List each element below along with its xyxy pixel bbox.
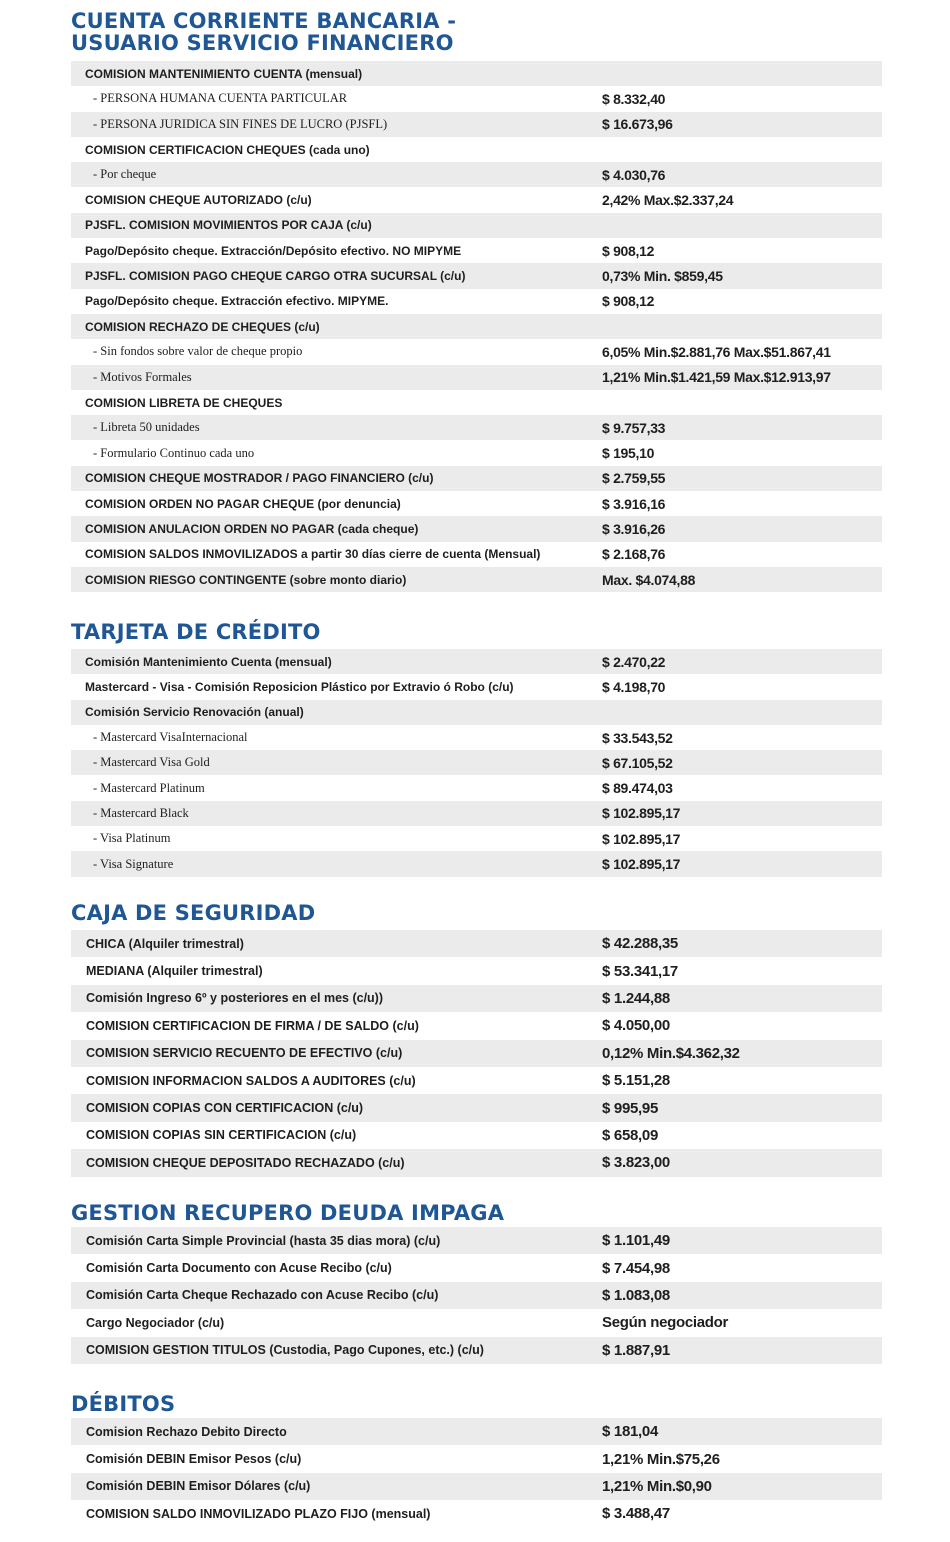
fee-value: $ 908,12 [602,293,655,310]
table-row [71,289,882,314]
table-row [71,112,882,137]
fee-value: $ 995,95 [602,1099,658,1117]
table-row [71,162,882,187]
fee-label: COMISION SERVICIO RECUENTO DE EFECTIVO (c/u) [86,1046,403,1061]
table-debitos [71,1418,882,1528]
fee-label: - Formulario Continuo cada uno [93,445,255,460]
fee-value: $ 908,12 [602,242,655,259]
fee-label: PJSFL. COMISION PAGO CHEQUE CARGO OTRA SUCURSAL (c/u) [85,269,466,284]
table-gestion-recupero [71,1227,882,1364]
table-row [71,213,882,238]
fee-label: Comisión Ingreso 6º y posteriores en el mes (c/u)) [86,991,384,1006]
fee-label: - PERSONA HUMANA CUENTA PARTICULAR [93,91,348,106]
table-row [71,365,882,390]
fee-value: $ 181,04 [602,1423,658,1441]
table-row [71,238,882,263]
fee-label: - Mastercard Platinum [93,780,205,795]
table-row [71,1040,882,1067]
table-row [71,1149,882,1176]
fee-label: COMISION CERTIFICACION CHEQUES (cada uno) [85,142,370,157]
section-title-gestion-recupero: GESTION RECUPERO DEUDA IMPAGA [71,1201,505,1225]
fee-value: $ 2.168,76 [602,546,666,563]
table-row [71,1445,882,1472]
fee-value: $ 1.101,49 [602,1232,670,1250]
fee-value: $ 195,10 [602,445,655,462]
section-title-caja-seguridad: CAJA DE SEGURIDAD [71,901,316,925]
fee-value: $ 3.916,16 [602,495,666,512]
fee-label: - Libreta 50 unidades [93,420,200,435]
table-row [71,390,882,415]
table-row [71,466,882,491]
fee-value: 0,73% Min. $859,45 [602,268,723,285]
fee-label: - Motivos Formales [93,369,192,384]
fee-value: $ 102.895,17 [602,856,681,873]
table-row [71,314,882,339]
table-row [71,674,882,699]
fee-value: $ 16.673,96 [602,116,673,133]
fee-label: COMISION COPIAS SIN CERTIFICACION (c/u) [86,1128,357,1143]
fee-value: $ 89.474,03 [602,780,673,797]
fee-value: 6,05% Min.$2.881,76 Max.$51.867,41 [602,343,831,360]
fee-label: COMISION INFORMACION SALDOS A AUDITORES (c/u) [86,1073,416,1088]
table-row [71,1122,882,1149]
fee-value: $ 1.083,08 [602,1286,670,1304]
fee-label: Pago/Depósito cheque. Extracción efectivo. MIPYME. [85,294,389,309]
fee-label: COMISION SALDOS INMOVILIZADOS a partir 30 días cierre de cuenta (Mensual) [85,547,541,562]
fee-value: $ 1.887,91 [602,1341,670,1359]
fee-value: 1,21% Min.$75,26 [602,1450,720,1468]
fee-label: - Mastercard VisaInternacional [93,730,248,745]
fee-value: $ 8.332,40 [602,90,666,107]
fee-value: Según negociador [602,1314,729,1332]
table-row [71,985,882,1012]
table-row [71,649,882,674]
fee-label: Comisión DEBIN Emisor Dólares (c/u) [86,1479,311,1494]
table-row [71,775,882,800]
fee-value: $ 4.198,70 [602,678,666,695]
fee-label: Mastercard - Visa - Comisión Reposicion Plástico por Extravio ó Robo (c/u) [85,679,514,694]
table-row [71,1500,882,1527]
fee-value: $ 658,09 [602,1126,658,1144]
fee-label: Comisión Carta Cheque Rechazado con Acuse Recibo (c/u) [86,1288,439,1303]
fee-value: 1,21% Min.$1.421,59 Max.$12.913,97 [602,369,831,386]
section-title-cuenta-corriente: CUENTA CORRIENTE BANCARIA - USUARIO SERVICIO FINANCIERO [71,9,457,55]
fee-value: $ 2.470,22 [602,653,666,670]
fee-value: Max. $4.074,88 [602,571,696,588]
section-title-debitos: DÉBITOS [71,1392,176,1416]
table-row [71,86,882,111]
fee-value: $ 3.488,47 [602,1505,670,1523]
table-row [71,1227,882,1254]
fee-label: COMISION MANTENIMIENTO CUENTA (mensual) [85,66,363,81]
table-tarjeta-credito [71,649,882,877]
fee-label: - PERSONA JURIDICA SIN FINES DE LUCRO (PJSFL) [93,116,388,131]
fee-value: $ 33.543,52 [602,729,673,746]
fee-value: $ 2.759,55 [602,470,666,487]
table-row [71,930,882,957]
table-row [71,187,882,212]
fee-label: - Visa Signature [93,856,174,871]
fee-label: CHICA (Alquiler trimestral) [86,936,244,951]
fee-label: COMISION CERTIFICACION DE FIRMA / DE SALDO (c/u) [86,1018,419,1033]
table-row [71,491,882,516]
fee-value: 2,42% Max.$2.337,24 [602,192,734,209]
table-row [71,567,882,592]
fee-label: COMISION GESTION TITULOS (Custodia, Pago Cupones, etc.) (c/u) [86,1343,484,1358]
table-row [71,1418,882,1445]
fee-label: COMISION CHEQUE MOSTRADOR / PAGO FINANCIERO (c/u) [85,471,434,486]
table-row [71,1012,882,1039]
section-title-tarjeta-credito: TARJETA DE CRÉDITO [71,620,321,644]
fee-value: $ 1.244,88 [602,989,670,1007]
table-row [71,1282,882,1309]
table-row [71,61,882,86]
fee-value: 0,12% Min.$4.362,32 [602,1044,740,1062]
fee-value: $ 3.916,26 [602,520,666,537]
fee-label: - Mastercard Visa Gold [93,755,210,770]
table-row [71,1473,882,1500]
fee-label: COMISION CHEQUE AUTORIZADO (c/u) [85,193,312,208]
fee-label: COMISION SALDO INMOVILIZADO PLAZO FIJO (mensual) [86,1506,431,1521]
table-row [71,542,882,567]
table-row [71,339,882,364]
table-row [71,750,882,775]
fee-label: - Mastercard Black [93,805,189,820]
table-row [71,263,882,288]
fee-label: COMISION RECHAZO DE CHEQUES (c/u) [85,319,320,334]
fee-label: PJSFL. COMISION MOVIMIENTOS POR CAJA (c/u) [85,218,372,233]
table-row [71,1067,882,1094]
fee-label: Comisión Carta Simple Provincial (hasta 35 dias mora) (c/u) [86,1233,441,1248]
table-row [71,851,882,876]
table-row [71,700,882,725]
fee-value: $ 102.895,17 [602,830,681,847]
fee-value: $ 102.895,17 [602,805,681,822]
table-row [71,1337,882,1364]
table-cuenta-corriente [71,61,882,592]
fee-value: $ 9.757,33 [602,419,666,436]
table-row [71,440,882,465]
table-row [71,957,882,984]
table-row [71,415,882,440]
table-row [71,1309,882,1336]
fee-label: - Visa Platinum [93,831,171,846]
table-row [71,725,882,750]
fee-value: 1,21% Min.$0,90 [602,1477,712,1495]
fee-label: COMISION ANULACION ORDEN NO PAGAR (cada cheque) [85,521,419,536]
fee-label: COMISION ORDEN NO PAGAR CHEQUE (por denuncia) [85,496,401,511]
fee-value: $ 4.050,00 [602,1017,670,1035]
fee-value: $ 53.341,17 [602,962,678,980]
fee-value: $ 4.030,76 [602,166,666,183]
fee-label: - Por cheque [93,167,157,182]
fee-label: Comisión DEBIN Emisor Pesos (c/u) [86,1452,302,1467]
fee-label: - Sin fondos sobre valor de cheque propio [93,344,303,359]
fee-label: Comision Rechazo Debito Directo [86,1424,287,1439]
fee-value: $ 5.151,28 [602,1072,670,1090]
table-row [71,1254,882,1281]
fee-label: MEDIANA (Alquiler trimestral) [86,964,263,979]
table-caja-seguridad [71,930,882,1177]
fee-label: COMISION CHEQUE DEPOSITADO RECHAZADO (c/u) [86,1155,405,1170]
fee-value: $ 3.823,00 [602,1154,670,1172]
fee-label: Comisión Servicio Renovación (anual) [85,705,304,720]
fee-label: Cargo Negociador (c/u) [86,1315,225,1330]
fee-label: COMISION COPIAS CON CERTIFICACION (c/u) [86,1101,364,1116]
table-row [71,516,882,541]
fee-label: Comisión Mantenimiento Cuenta (mensual) [85,654,332,669]
fee-value: $ 42.288,35 [602,935,678,953]
table-row [71,826,882,851]
table-row [71,1094,882,1121]
fee-label: COMISION LIBRETA DE CHEQUES [85,395,283,410]
table-row [71,137,882,162]
fee-value: $ 67.105,52 [602,754,673,771]
fee-label: Comisión Carta Documento con Acuse Recibo (c/u) [86,1261,392,1276]
fee-label: Pago/Depósito cheque. Extracción/Depósito efectivo. NO MIPYME [85,243,462,258]
fee-label: COMISION RIESGO CONTINGENTE (sobre monto diario) [85,572,407,587]
fee-value: $ 7.454,98 [602,1259,670,1277]
table-row [71,801,882,826]
